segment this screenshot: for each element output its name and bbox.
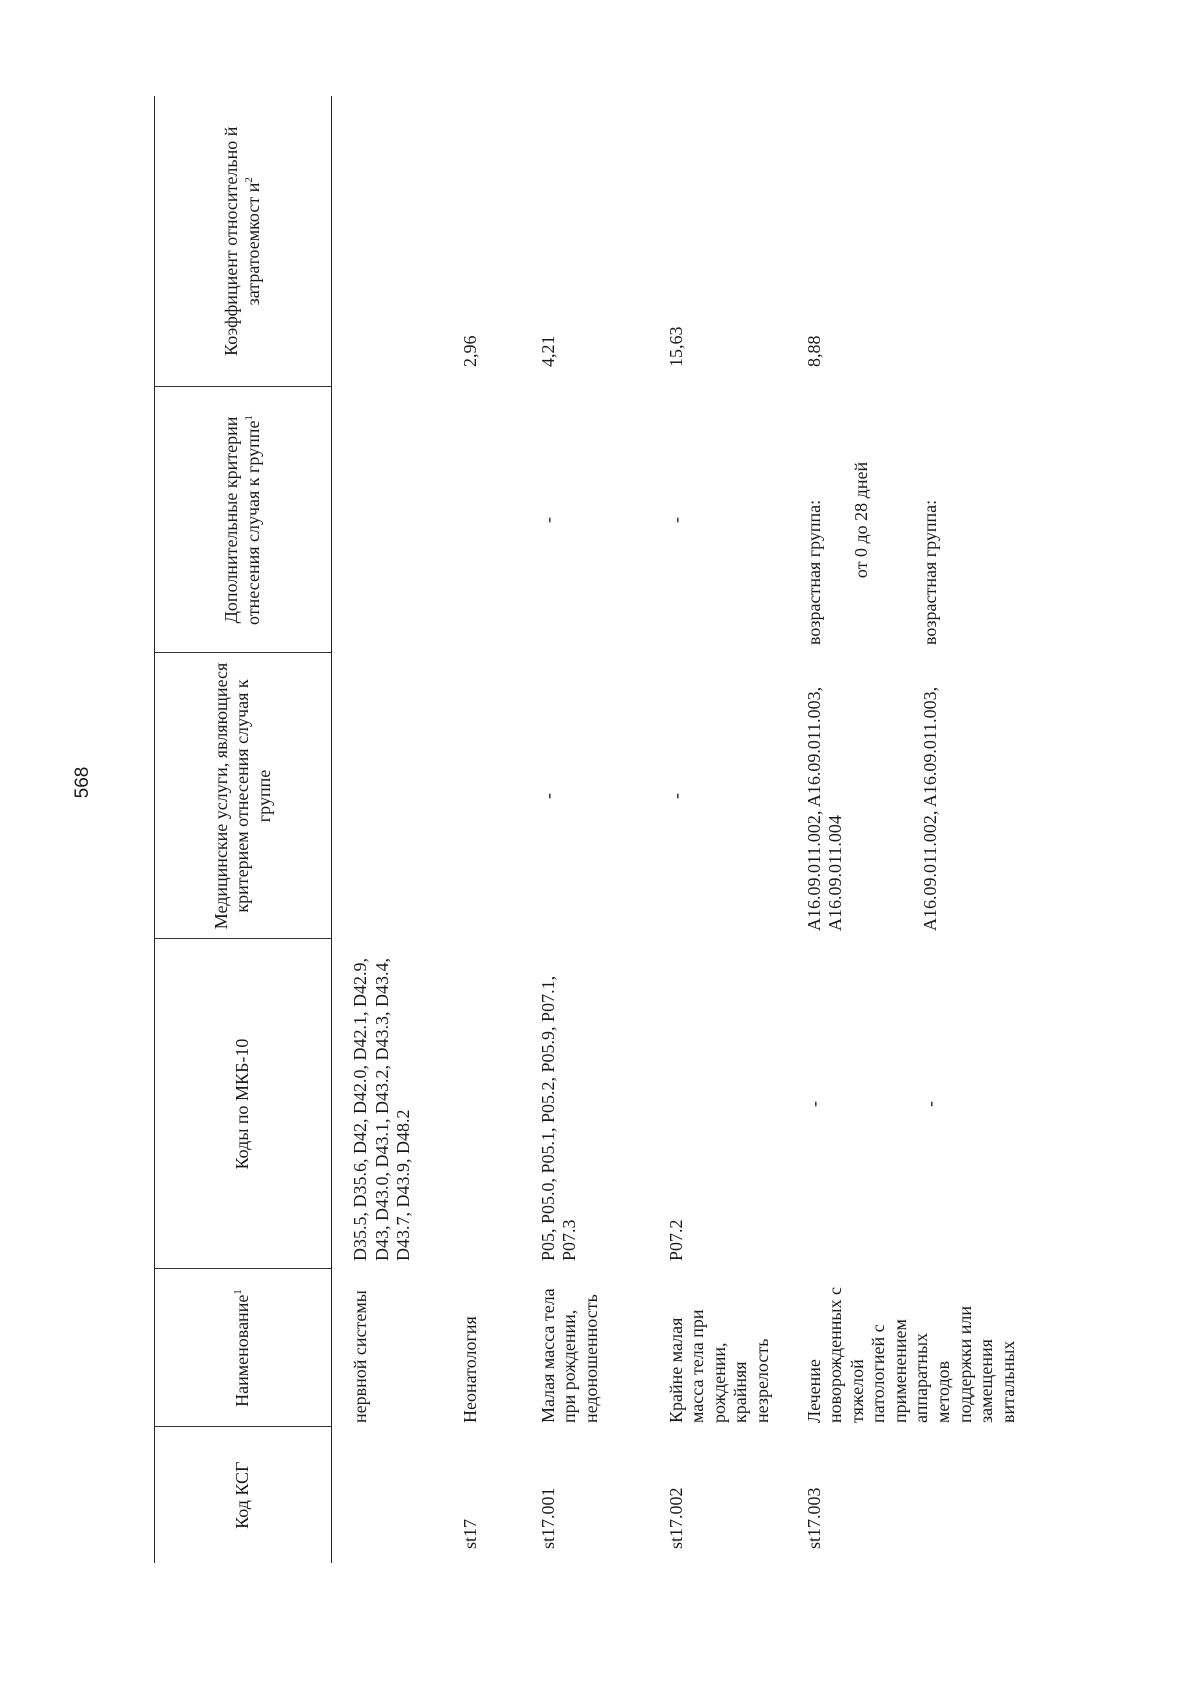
row-coeff: 15,63	[665, 326, 686, 367]
row-name: Лечение новорожденных с тяжелой патологией с применением аппаратных методов поддержки или замещения витальных	[803, 1287, 1018, 1423]
row-code: st17.002	[665, 1487, 686, 1549]
row-icd	[332, 939, 432, 1269]
table-row	[794, 96, 920, 1563]
header-services-label: Медицинские услуги, являющиеся критерием отнесения случая к группе	[210, 662, 274, 930]
header-name	[155, 1269, 332, 1427]
table-header	[155, 96, 332, 1563]
row-icd-codes: D35.5, D35.6, D42, D42.0, D42.1, D42.9, D43, D43.0, D43.1, D43.2, D43.3, D43.4, D43.7, D43.9, D48.2	[350, 958, 414, 1261]
row-criteria: возрастная группа:	[919, 499, 940, 645]
row-criteria	[794, 387, 920, 653]
header-icd	[155, 939, 332, 1269]
row-icd: -	[919, 1101, 940, 1107]
row-code: st17.001	[537, 1487, 558, 1549]
row-criteria	[332, 387, 432, 653]
row-code: st17	[459, 1518, 480, 1549]
row-services: -	[537, 793, 558, 799]
row-services	[432, 653, 518, 939]
row-criteria	[432, 387, 518, 653]
header-coeff-label: Коэффициент относительно й затратоемкост и	[221, 126, 263, 356]
row-coeff: 8,88	[803, 335, 824, 367]
table-row	[658, 96, 794, 1563]
row-icd	[432, 939, 518, 1269]
row-services: A16.09.011.002, A16.09.011.003,	[919, 686, 940, 931]
page-number: 568	[72, 766, 93, 799]
header-coeff-footnote: 2	[243, 177, 255, 183]
header-criteria	[155, 387, 332, 653]
row-name: Крайне малая масса тела при рождении, крайняя незрелость	[665, 1309, 772, 1423]
row-coeff	[920, 96, 1020, 387]
header-code	[155, 1427, 332, 1563]
header-name-footnote: 1	[232, 1289, 245, 1295]
header-criteria-footnote: 1	[243, 415, 255, 421]
row-criteria: -	[537, 517, 558, 523]
row-code: st17.003	[803, 1487, 824, 1549]
header-services	[155, 653, 332, 939]
row-coeff	[332, 96, 432, 387]
row-coeff: 4,21	[537, 335, 558, 367]
header-code-label: Код КСГ	[232, 1461, 253, 1529]
table-row	[432, 96, 518, 1563]
row-criteria-label: возрастная группа:	[803, 499, 824, 645]
row-name: нервной системы	[350, 1290, 370, 1423]
row-services	[332, 653, 432, 939]
row-criteria: -	[665, 517, 686, 523]
header-name-label: Наименование	[232, 1294, 253, 1407]
row-code	[332, 1427, 432, 1563]
row-services: A16.09.011.002, A16.09.011.003, A16.09.011.004	[803, 686, 846, 931]
row-name: Неонатология	[459, 1316, 480, 1423]
header-criteria-label: Дополнительные критерии отнесения случая к группе	[221, 416, 263, 625]
row-code	[920, 1427, 1020, 1563]
table-row	[332, 96, 432, 1563]
row-icd: P05, P05.0, P05.1, P05.2, P05.9, P07.1, P07.3	[537, 975, 580, 1261]
header-coeff	[155, 96, 332, 387]
row-name: Малая масса тела при рождении, недоношенность	[537, 1288, 601, 1423]
row-coeff: 2,96	[459, 335, 480, 367]
table-row	[518, 96, 658, 1563]
row-services: -	[665, 793, 686, 799]
row-icd: -	[803, 1101, 824, 1107]
row-criteria-age-range: от 0 до 28 дней	[851, 461, 872, 579]
header-icd-label: Коды по МКБ-10	[232, 1038, 253, 1170]
row-icd: P07.2	[665, 1219, 686, 1261]
ksg-table	[154, 96, 1019, 1563]
table-body	[332, 96, 1020, 1563]
